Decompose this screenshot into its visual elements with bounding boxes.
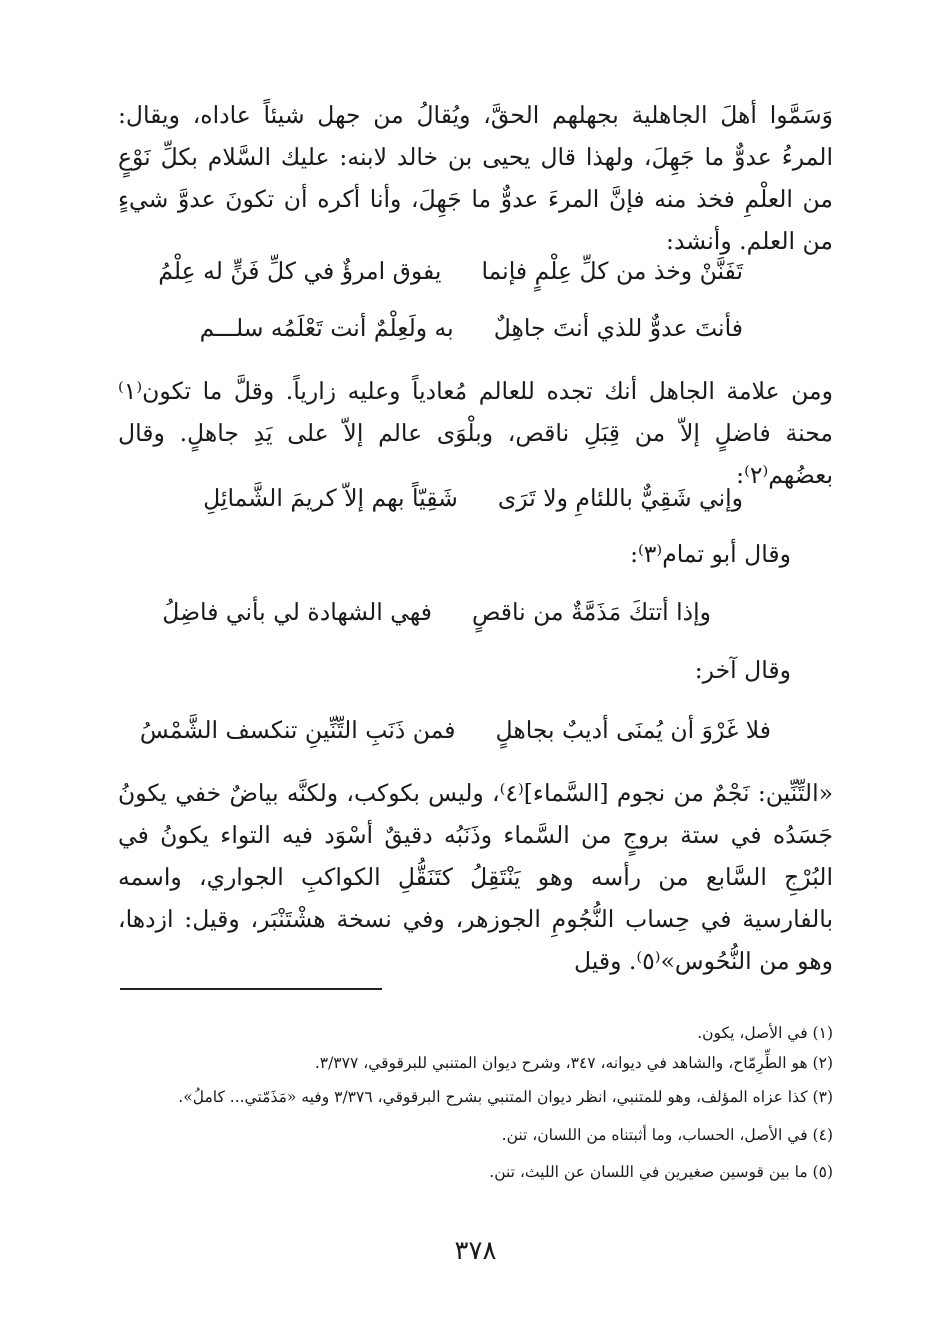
verse-5-first-hemistich: فلا غَرْوَ أن يُمنَى أديبٌ بجاهلٍ [495, 716, 771, 744]
verse-2 [200, 314, 743, 342]
page-number: ٣٧٨ [454, 1236, 497, 1266]
verse-1-first-hemistich: تَفَنَّنْ وخذ من كلِّ عِلْمٍ فإنما [481, 257, 743, 285]
paragraph-1: وَسَمَّوا أهلَ الجاهلية بجهلهم الحقَّ، ويُقالُ من جهل شيئاً عاداه، ويقال: المرءُ عدوٌّ ما جَهِلَ، ولهذا قال يحيى بن خالد لابنه: عليك السَّلام بكلِّ نَوْعٍ من العلْمِ فخذ منه فإنَّ المرءَ عدوٌّ ما جَهِلَ، وأنا أكره أن تكونَ عدوَّ شيءٍ من العلم. وأنشد: [118, 101, 833, 255]
verse-4-first-hemistich: وإذا أتتكَ مَذَمَّةٌ من ناقصٍ [471, 598, 711, 626]
verse-2-second-hemistich: به ولَعِلْمٌ أنت تَعْلَمُه سلـــم [199, 314, 454, 342]
paragraph-2: ومن علامة الجاهل أنك تجده للعالم مُعادياً وعليه زارياً. وقلَّ ما تكون⁽١⁾ محنة فاضلٍ إلاّ من قِبَلِ ناقص، وبلْوَى عالم إلاّ على يَدِ جاهلٍ. وقال بعضُهم⁽٢⁾: [118, 377, 833, 489]
footnote-3: (٣) كذا عزاه المؤلف، وهو للمتنبي، انظر ديوان المتنبي بشرح البرقوقي، ٣/٣٧٦ وفيه «مَذَمّتي... كاملُ». [178, 1088, 833, 1106]
verse-2-first-hemistich: فأنتَ عدوٌّ للذي أنتَ جاهِلٌ [493, 314, 743, 342]
footnote-5: (٥) ما بين قوسين صغيرين في اللسان عن الليث، تنن. [489, 1163, 833, 1181]
verse-1-second-hemistich: يفوق امرؤٌ في كلِّ فَنٍّ له عِلْمُ [158, 257, 442, 285]
footnote-4: (٤) في الأصل، الحساب، وما أثبتناه من اللسان، تنن. [501, 1126, 833, 1144]
intro-other-poet: وقال آخر: [694, 656, 791, 684]
verse-3-first-hemistich: وإني شَقِيٌّ باللئامِ ولا تَرَى [497, 484, 743, 512]
intro-abu-tammam: وقال أبو تمام⁽٣⁾: [630, 540, 791, 568]
paragraph-3: «التِّنِّين: نَجْمٌ من نجوم [السَّماء]⁽٤⁾، وليس بكوكب، ولكنَّه بياضٌ خفي يكونُ جَسَدُه في ستة بروجٍ من السَّماء وذَنَبُه دقيقٌ أسْوَد فيه التواء يكونُ في البُرْجِ السَّابع من رأسه وهو يَنْتَقِلُ كتَنَقُّلِ الكواكبِ الجواري، واسمه بالفارسية في حِساب النُّجُومِ الجوزهر، وفي نسخة هشْتَنْبَر، وقيل: ازدها، وهو من النُّحُوس»⁽٥⁾. وقيل [118, 779, 834, 975]
verse-3-second-hemistich: شَقِيّاً بهم إلاّ كريمَ الشَّمائِلِ [203, 484, 458, 512]
verse-5-second-hemistich: فمن ذَنَبِ التِّنِّينِ تنكسف الشَّمْسُ [139, 716, 456, 744]
verse-4-second-hemistich: فهي الشهادة لي بأني فاضِلُ [162, 598, 432, 626]
verse-5 [140, 716, 771, 744]
footnote-1: (١) في الأصل، يكون. [697, 1024, 833, 1042]
verse-3 [203, 484, 743, 512]
footnote-2: (٢) هو الطِّرِمّاح، والشاهد في ديوانه، ٣٤٧، وشرح ديوان المتنبي للبرقوقي، ٣/٣٧٧. [314, 1054, 833, 1072]
verse-4 [162, 598, 711, 626]
verse-1 [158, 257, 743, 285]
footnote-separator [120, 988, 382, 990]
